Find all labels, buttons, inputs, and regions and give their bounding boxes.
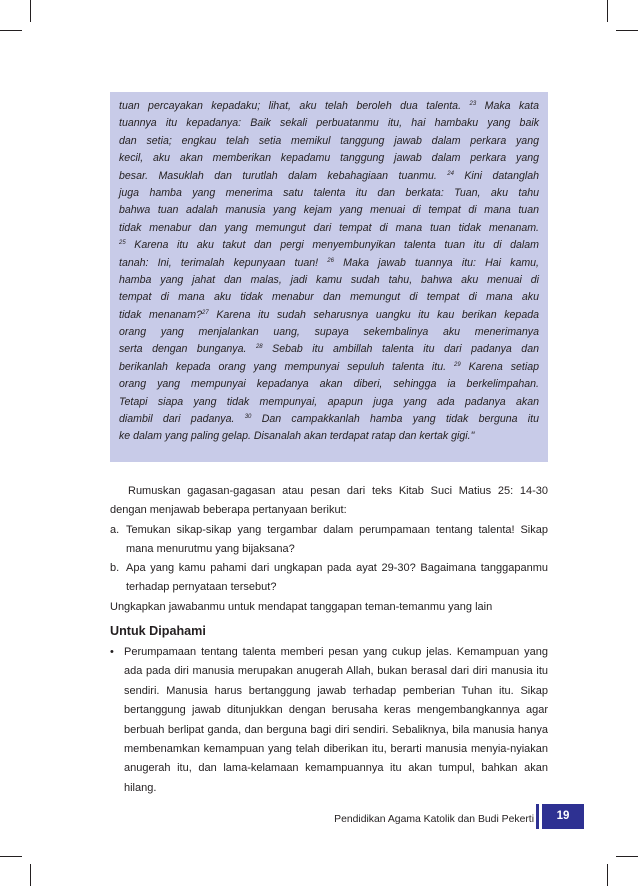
crop-mark (616, 30, 638, 31)
quote-line: berikanlah kepada orang yang mempunyai sepuluh talenta itu. $^{29}$ Karena setiap (119, 360, 539, 373)
question-text: Apa yang kamu pahami dari ungkapan pada ayat 29-30? Bagaimana tanggapanmu terhadap pernyataan tersebut? (126, 562, 548, 594)
bullet-item (110, 643, 548, 798)
verse-number: 24 (447, 170, 454, 177)
quote-line: Tetapi siapa yang tidak mempunyai, apapun juga yang ada padanya akan (119, 395, 539, 408)
verse-number: 27 (202, 309, 209, 316)
quote-line: ke dalam yang paling gelap. Disanalah akan terdapat ratap dan kertak gigi." (119, 430, 475, 443)
quote-line: serta dengan bunganya. $^{28}$ Sebab itu ambillah talenta itu dari padanya dan (119, 343, 539, 356)
quote-line: orang yang mempunyai kepadanya akan diberi, sehingga ia berkelimpahan. (119, 378, 539, 391)
footer-divider (536, 804, 539, 829)
instruction-closing: Ungkapkan jawabanmu untuk mendapat tanggapan teman-temanmu yang lain (110, 600, 493, 613)
quote-line: tuannya itu kepadanya: Baik sekali perbuatanmu itu, hai hambaku yang baik (119, 117, 539, 130)
crop-mark (616, 856, 638, 857)
crop-mark (0, 856, 22, 857)
quote-line: hamba yang jahat dan malas, jadi kamu sudah tahu, bahwa aku menuai di (119, 273, 539, 286)
quote-line: besar. Masuklah dan turutlah dalam kebahagiaan tuanmu. $^{24}$ Kini datanglah (119, 169, 539, 182)
scripture-quote-box (110, 92, 548, 462)
verse-number: 29 (454, 361, 461, 368)
section-heading: Untuk Dipahami (110, 624, 206, 638)
footer-book-title: Pendidikan Agama Katolik dan Budi Pekerti (334, 814, 534, 825)
quote-line: kecil, aku akan memberikan kepadamu tanggung jawab dalam perkara yang (119, 152, 539, 165)
question-text: Temukan sikap-sikap yang tergambar dalam perumpamaan tentang talenta! Sikap mana menurutmu yang bijaksana? (126, 523, 548, 555)
bullet-marker: • (110, 646, 114, 658)
crop-mark (607, 0, 608, 22)
bullet-text: Perumpamaan tentang talenta memberi pesan yang cukup jelas. Kemampuan yang ada pada diri manusia merupakan anugerah Allah, bukan berasal dari diri manusia itu sendiri. Manusia harus bertanggung jawab terhadap pemberian Tuhan itu. Sikap bertanggung jawab ditunjukkan dengan berusaha keras mengembangkannya agar berbuah berlipat ganda, dan berguna bagi diri sendiri. Sebaliknya, bila manusia hanya membenamkan kemampuan yang telah diberikan itu, berarti manusia menyia-nyiakan anugerah itu, dan lama-kelamaan kemampuannya itu akan tumpul, bahkan akan hilang. (124, 646, 548, 794)
quote-line: dan setia; engkau telah setia memikul tanggung jawab dalam perkara yang (119, 134, 539, 147)
verse-number: 26 (327, 257, 334, 264)
question-item (110, 559, 548, 598)
crop-mark (30, 0, 31, 22)
instruction-block (110, 482, 548, 617)
quote-line: diambil dari padanya. $^{30}$ Dan campakkanlah hamba yang tidak berguna itu (119, 413, 539, 426)
question-marker: a. (110, 523, 120, 536)
quote-line: bahwa tuan adalah manusia yang kejam yang menuai di tempat di mana tuan (119, 204, 539, 217)
quote-line: tempat di mana aku tidak menabur dan memungut di tempat di mana aku (119, 291, 539, 304)
crop-mark (30, 864, 31, 886)
question-marker: b. (110, 562, 120, 575)
page-number: 19 (542, 804, 584, 829)
verse-number: 23 (469, 101, 477, 107)
quote-line: tidak menanam?$^{27}$ Karena itu sudah seharusnya uangku itu kau berikan kepada (119, 308, 539, 321)
quote-line: orang yang menjalankan uang, supaya sekembalinya aku menerimanya (119, 326, 539, 339)
quote-line: tidak menabur dan yang memungut dari tempat di mana tuan tidak menanam. (119, 221, 539, 234)
quote-line: $^{25}$ Karena itu aku takut dan pergi menyembunyikan talenta tuan itu di dalam (119, 239, 539, 252)
quote-line: juga hamba yang menerima satu talenta itu dan berkata: Tuan, aku tahu (119, 186, 539, 199)
quote-line: tuan percayakan kepadaku; lihat, aku telah beroleh dua talenta. $^{23}$ Maka kata (119, 100, 539, 112)
crop-mark (0, 30, 22, 31)
question-item (110, 521, 548, 560)
crop-mark (607, 864, 608, 886)
verse-number: 28 (255, 344, 263, 351)
scripture-quote-text (119, 98, 539, 446)
verse-number: 25 (119, 240, 126, 247)
instruction-intro: Rumuskan gagasan-gagasan atau pesan dari teks Kitab Suci Matius 25: 14-30 dengan menjawab beberapa pertanyaan berikut: (110, 485, 548, 517)
verse-number: 30 (244, 414, 252, 421)
quote-line: tanah: Ini, terimalah kepunyaan tuan! $^{26}$ Maka jawab tuannya itu: Hai kamu, (119, 256, 539, 269)
